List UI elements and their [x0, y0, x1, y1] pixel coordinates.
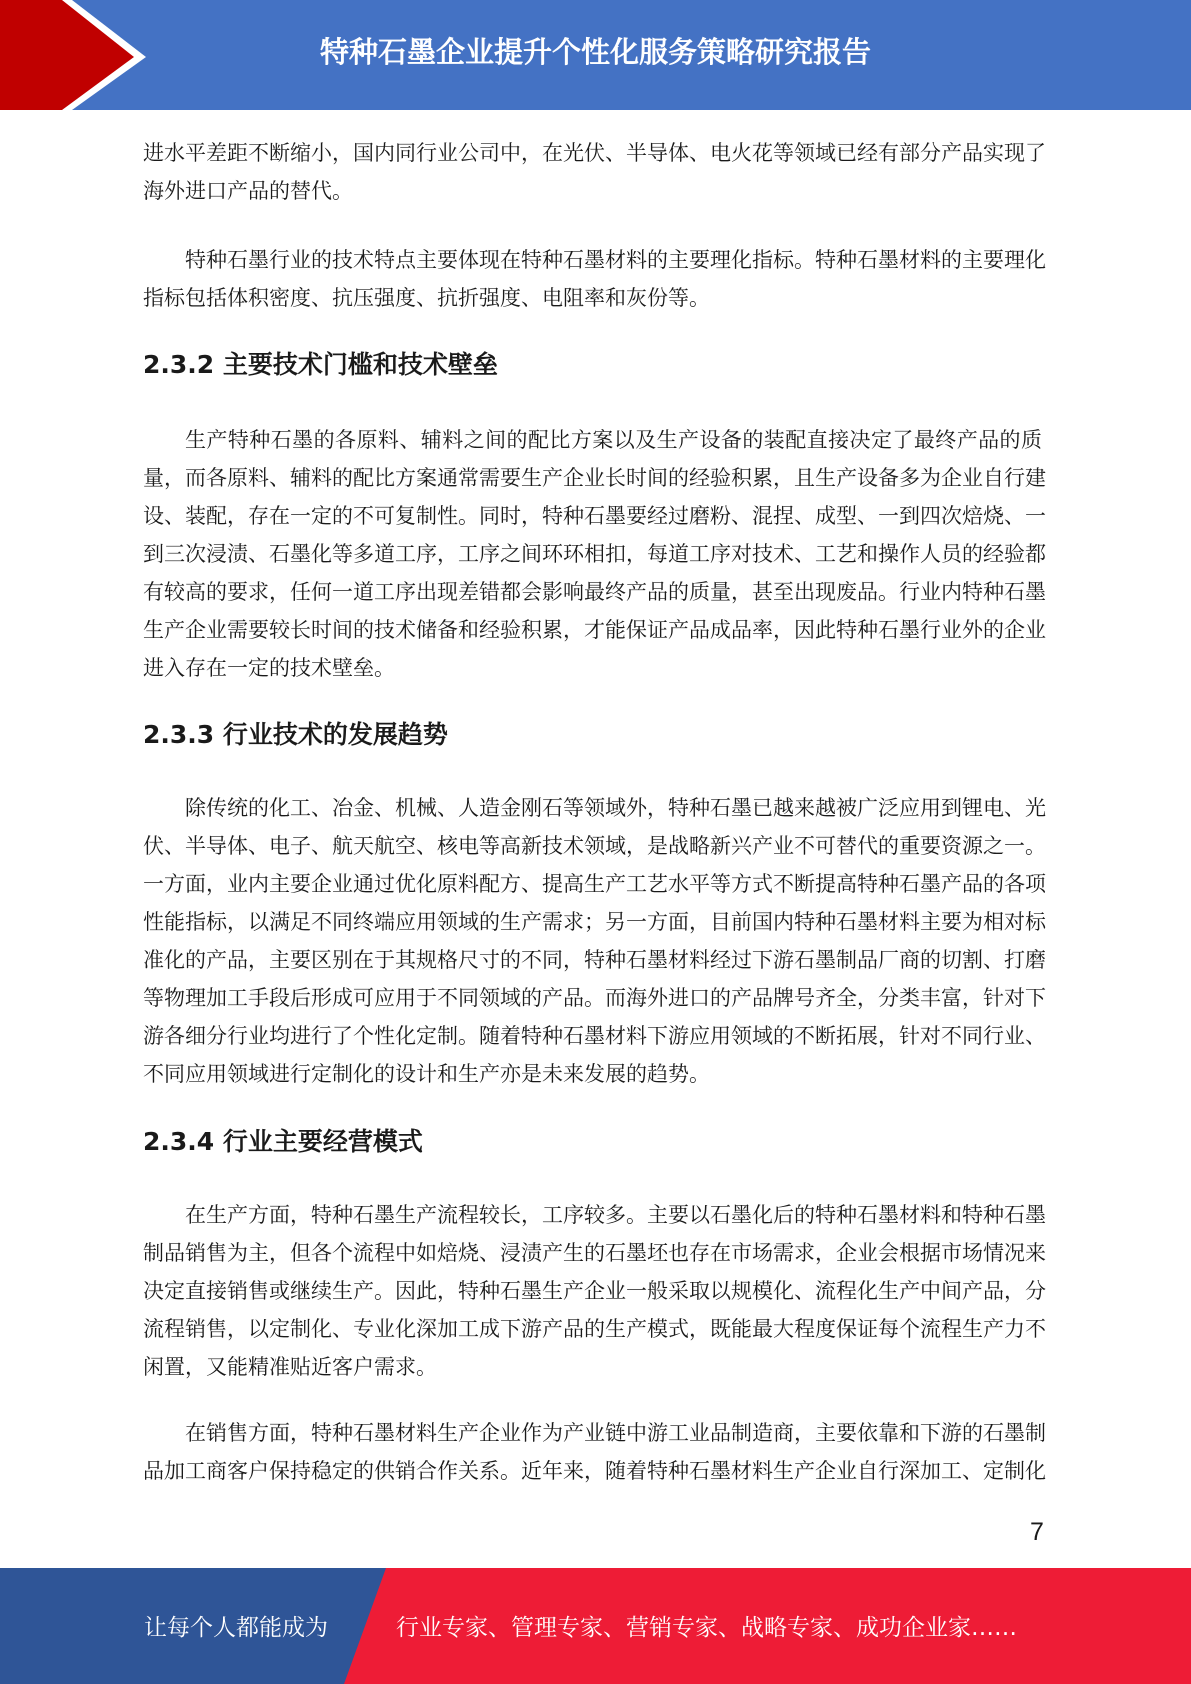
paragraph	[143, 789, 1046, 1093]
page-number: 7	[1030, 1518, 1044, 1546]
text-line: 流程销售，以定制化、专业化深加工成下游产品的生产模式，既能最大程度保证每个流程生产力不	[143, 1317, 1046, 1341]
text-line: 一方面，业内主要企业通过优化原料配方、提高生产工艺水平等方式不断提高特种石墨产品的各项	[143, 872, 1046, 896]
text-line: 品加工商客户保持稳定的供销合作关系。近年来，随着特种石墨材料生产企业自行深加工、定制化	[143, 1459, 1046, 1483]
text-line: 决定直接销售或继续生产。因此，特种石墨生产企业一般采取以规模化、流程化生产中间产品，分	[143, 1279, 1046, 1303]
text-line: 进入存在一定的技术壁垒。	[143, 656, 395, 680]
text-line: 游各细分行业均进行了个性化定制。随着特种石墨材料下游应用领域的不断拓展，针对不同行业、	[143, 1024, 1046, 1048]
text-line: 除传统的化工、冶金、机械、人造金刚石等领域外，特种石墨已越来越被广泛应用到锂电、光	[185, 796, 1046, 820]
text-line: 制品销售为主，但各个流程中如焙烧、浸渍产生的石墨坯也存在市场需求，企业会根据市场情况来	[143, 1241, 1046, 1265]
text-line: 特种石墨行业的技术特点主要体现在特种石墨材料的主要理化指标。特种石墨材料的主要理化	[185, 248, 1046, 272]
text-line: 进水平差距不断缩小，国内同行业公司中，在光伏、半导体、电火花等领域已经有部分产品实现了	[143, 141, 1046, 165]
section-heading-2-3-2: 2.3.2 主要技术门槛和技术壁垒	[143, 350, 498, 379]
footer-slogan-right: 行业专家、管理专家、营销专家、战略专家、成功企业家……	[396, 1615, 1017, 1641]
text-line: 闲置，又能精准贴近客户需求。	[143, 1355, 437, 1379]
text-line: 生产特种石墨的各原料、辅料之间的配比方案以及生产设备的装配直接决定了最终产品的质	[185, 428, 1042, 452]
text-line: 准化的产品，主要区别在于其规格尺寸的不同，特种石墨材料经过下游石墨制品厂商的切割、打磨	[143, 948, 1046, 972]
text-line: 量，而各原料、辅料的配比方案通常需要生产企业长时间的经验积累，且生产设备多为企业自行建	[143, 466, 1046, 490]
text-line: 指标包括体积密度、抗压强度、抗折强度、电阻率和灰份等。	[143, 286, 710, 310]
section-heading-2-3-4: 2.3.4 行业主要经营模式	[143, 1127, 423, 1156]
paragraph	[143, 1414, 1046, 1490]
text-line: 在销售方面，特种石墨材料生产企业作为产业链中游工业品制造商，主要依靠和下游的石墨制	[185, 1421, 1046, 1445]
footer-slogan-left: 让每个人都能成为	[144, 1615, 328, 1641]
paragraph	[143, 134, 1046, 210]
text-line: 生产企业需要较长时间的技术储备和经验积累，才能保证产品成品率，因此特种石墨行业外的企业	[143, 618, 1046, 642]
text-line: 性能指标，以满足不同终端应用领域的生产需求；另一方面，目前国内特种石墨材料主要为相对标	[143, 910, 1046, 934]
paragraph	[143, 421, 1046, 687]
text-line: 等物理加工手段后形成可应用于不同领域的产品。而海外进口的产品牌号齐全，分类丰富，针对下	[143, 986, 1046, 1010]
text-line: 伏、半导体、电子、航天航空、核电等高新技术领域，是战略新兴产业不可替代的重要资源之一。	[143, 834, 1046, 858]
paragraph	[143, 1196, 1046, 1386]
document-title: 特种石墨企业提升个性化服务策略研究报告	[319, 35, 871, 69]
paragraph	[143, 241, 1046, 317]
section-heading-2-3-3: 2.3.3 行业技术的发展趋势	[143, 720, 448, 749]
text-line: 有较高的要求，任何一道工序出现差错都会影响最终产品的质量，甚至出现废品。行业内特种石墨	[143, 580, 1046, 604]
text-line: 设、装配，存在一定的不可复制性。同时，特种石墨要经过磨粉、混捏、成型、一到四次焙烧、一	[143, 504, 1046, 528]
page-header	[0, 0, 1191, 110]
text-line: 不同应用领域进行定制化的设计和生产亦是未来发展的趋势。	[143, 1062, 710, 1086]
text-line: 在生产方面，特种石墨生产流程较长，工序较多。主要以石墨化后的特种石墨材料和特种石墨	[185, 1203, 1046, 1227]
text-line: 海外进口产品的替代。	[143, 179, 353, 203]
text-line: 到三次浸渍、石墨化等多道工序，工序之间环环相扣，每道工序对技术、工艺和操作人员的经验都	[143, 542, 1046, 566]
